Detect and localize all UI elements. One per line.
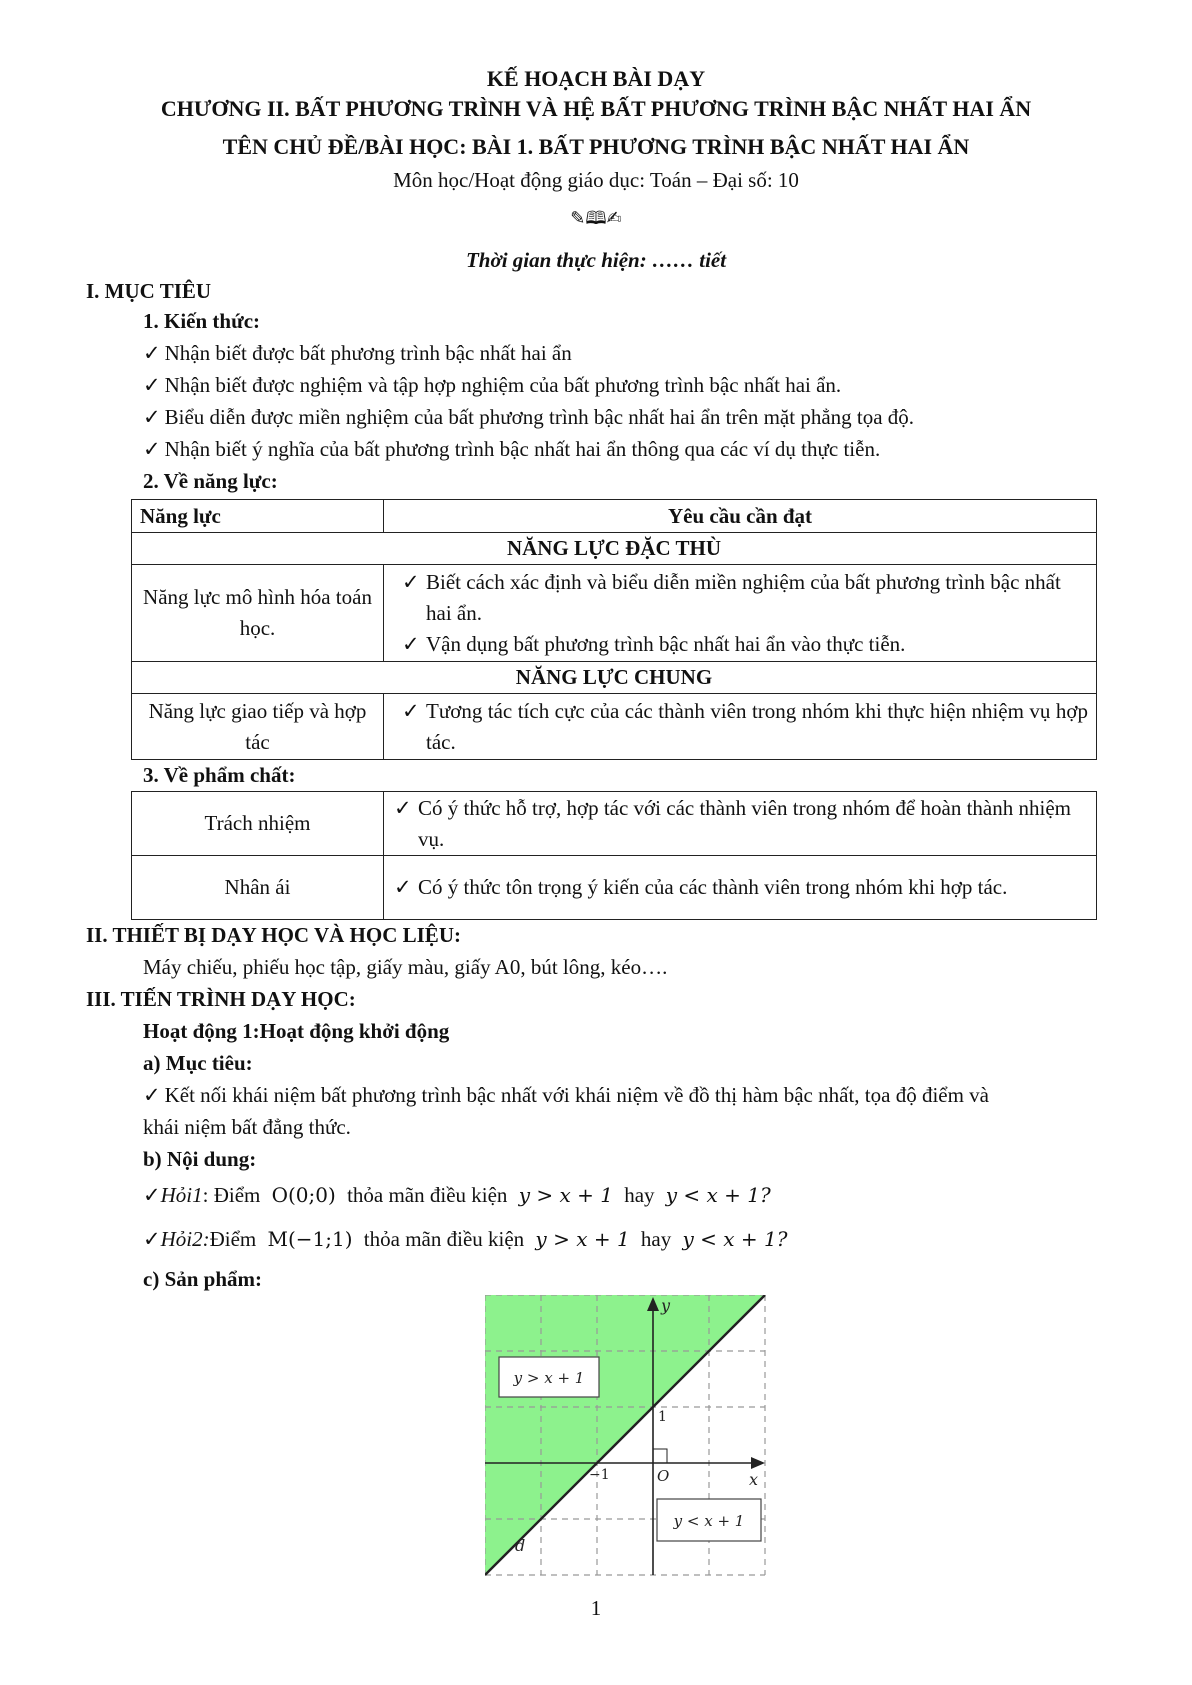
question-1 bbox=[143, 1180, 771, 1210]
q2-or: hay bbox=[640, 1227, 672, 1251]
chapter-title: CHƯƠNG II. BẤT PHƯƠNG TRÌNH VÀ HỆ BẤT PHƯƠNG TRÌNH BẬC NHẤT HAI ẨN bbox=[160, 96, 1032, 121]
q2-point: M(−1;1) bbox=[267, 1227, 353, 1251]
quality-row-name: Nhân ái bbox=[132, 856, 384, 920]
requirement-item: ✓ Biết cách xác định và biểu diễn miền nghiệm của bất phương trình bậc nhất hai ẩn. bbox=[400, 567, 1088, 629]
activity-title: Hoạt động 1:Hoạt động khởi động bbox=[143, 1019, 450, 1043]
knowledge-item: ✓ Biểu diễn được miền nghiệm của bất phương trình bậc nhất hai ẩn trên mặt phẳng tọa độ. bbox=[143, 402, 914, 432]
quality-item: ✓ Có ý thức hỗ trợ, hợp tác với các thành viên trong nhóm để hoàn thành nhiệm vụ. bbox=[392, 793, 1088, 855]
origin-label: O bbox=[657, 1467, 670, 1485]
competence-group-specific: NĂNG LỰC ĐẶC THÙ bbox=[132, 533, 1097, 565]
question-2 bbox=[143, 1224, 787, 1254]
q1-label: Hỏi1 bbox=[160, 1183, 203, 1207]
product-heading: c) Sản phẩm: bbox=[143, 1267, 263, 1291]
y-axis-label: y bbox=[661, 1296, 671, 1315]
right-angle-marker bbox=[653, 1449, 667, 1463]
knowledge-item: ✓ Nhận biết được bất phương trình bậc nhất hai ẩn bbox=[143, 338, 572, 368]
subject-line: Môn học/Hoạt động giáo dục: Toán – Đại số: 10 bbox=[393, 168, 799, 192]
quality-heading: 3. Về phẩm chất: bbox=[143, 763, 296, 787]
competence-heading: 2. Về năng lực: bbox=[143, 469, 278, 493]
requirement-item: ✓ Tương tác tích cực của các thành viên trong nhóm khi thực hiện nhiệm vụ hợp tác. bbox=[400, 696, 1088, 758]
competence-row1-requirements bbox=[384, 565, 1097, 662]
half-plane-figure bbox=[485, 1295, 770, 1580]
topic-title: TÊN CHỦ ĐỀ/BÀI HỌC: BÀI 1. BẤT PHƯƠNG TRÌNH BẬC NHẤT HAI ẨN bbox=[222, 134, 970, 159]
check-icon: ✓ bbox=[143, 1227, 161, 1251]
q2-ineq-greater: y > x + 1 bbox=[535, 1227, 630, 1251]
goal-text: ✓ Kết nối khái niệm bất phương trình bậc nhất với khái niệm về đồ thị hàm bậc nhất, tọa độ điểm và bbox=[143, 1080, 989, 1110]
time-line: Thời gian thực hiện: …… tiết bbox=[465, 248, 727, 272]
check-icon: ✓ bbox=[143, 1183, 161, 1207]
quality-row-desc bbox=[384, 792, 1097, 856]
q2-text: Điểm bbox=[209, 1227, 257, 1251]
ornament: ✎🕮✍ bbox=[570, 208, 622, 229]
competence-col1-header: Năng lực bbox=[132, 500, 384, 533]
x-axis-arrow-icon bbox=[751, 1457, 765, 1469]
q1-ineq-greater: y > x + 1 bbox=[518, 1183, 613, 1207]
tick-label-minus1: −1 bbox=[589, 1467, 610, 1483]
q1-ineq-less: y < x + 1? bbox=[665, 1183, 771, 1207]
quality-row-name: Trách nhiệm bbox=[132, 792, 384, 856]
knowledge-item: ✓ Nhận biết ý nghĩa của bất phương trình bậc nhất hai ẩn thông qua các ví dụ thực tiễn. bbox=[143, 434, 880, 464]
competence-table bbox=[131, 499, 1097, 760]
knowledge-item: ✓ Nhận biết được nghiệm và tập hợp nghiệm của bất phương trình bậc nhất hai ẩn. bbox=[143, 370, 841, 400]
x-axis-label: x bbox=[749, 1470, 759, 1489]
q1-or: hay bbox=[624, 1183, 655, 1207]
page-number: 1 bbox=[590, 1596, 602, 1620]
goal-text-cont: khái niệm bất đẳng thức. bbox=[143, 1115, 351, 1139]
line-d-label: d bbox=[515, 1536, 526, 1555]
q1-condition: thỏa mãn điều kiện bbox=[347, 1183, 508, 1207]
section1-heading: I. MỤC TIÊU bbox=[86, 279, 212, 303]
quality-row-desc bbox=[384, 856, 1097, 920]
requirement-item: ✓ Vận dụng bất phương trình bậc nhất hai ẩn vào thực tiễn. bbox=[400, 629, 1088, 660]
lower-region-label: y < x + 1 bbox=[673, 1512, 745, 1530]
competence-group-general: NĂNG LỰC CHUNG bbox=[132, 662, 1097, 694]
competence-row1-name: Năng lực mô hình hóa toán học. bbox=[132, 565, 384, 662]
section3-heading: III. TIẾN TRÌNH DẠY HỌC: bbox=[86, 987, 356, 1011]
doc-title: KẾ HOẠCH BÀI DẠY bbox=[486, 66, 706, 91]
content-heading: b) Nội dung: bbox=[143, 1147, 257, 1171]
q1-point: O(0;0) bbox=[271, 1183, 336, 1207]
q2-condition: thỏa mãn điều kiện bbox=[363, 1227, 525, 1251]
competence-col2-header: Yêu cầu cần đạt bbox=[384, 500, 1097, 533]
q2-label: Hỏi2: bbox=[160, 1227, 210, 1251]
tick-label-1: 1 bbox=[658, 1409, 667, 1425]
knowledge-heading: 1. Kiến thức: bbox=[143, 309, 261, 333]
competence-row2-name: Năng lực giao tiếp và hợp tác bbox=[132, 694, 384, 760]
section2-text: Máy chiếu, phiếu học tập, giấy màu, giấy A0, bút lông, kéo…. bbox=[143, 955, 668, 979]
q2-ineq-less: y < x + 1? bbox=[682, 1227, 788, 1251]
competence-row2-requirements bbox=[384, 694, 1097, 760]
upper-region-label: y > x + 1 bbox=[513, 1369, 585, 1387]
quality-item: ✓ Có ý thức tôn trọng ý kiến của các thành viên trong nhóm khi hợp tác. bbox=[392, 872, 1088, 903]
section2-heading: II. THIẾT BỊ DẠY HỌC VÀ HỌC LIỆU: bbox=[86, 923, 461, 947]
q1-text: : Điểm bbox=[202, 1183, 261, 1207]
goal-heading: a) Mục tiêu: bbox=[143, 1051, 253, 1075]
quality-table bbox=[131, 791, 1097, 920]
